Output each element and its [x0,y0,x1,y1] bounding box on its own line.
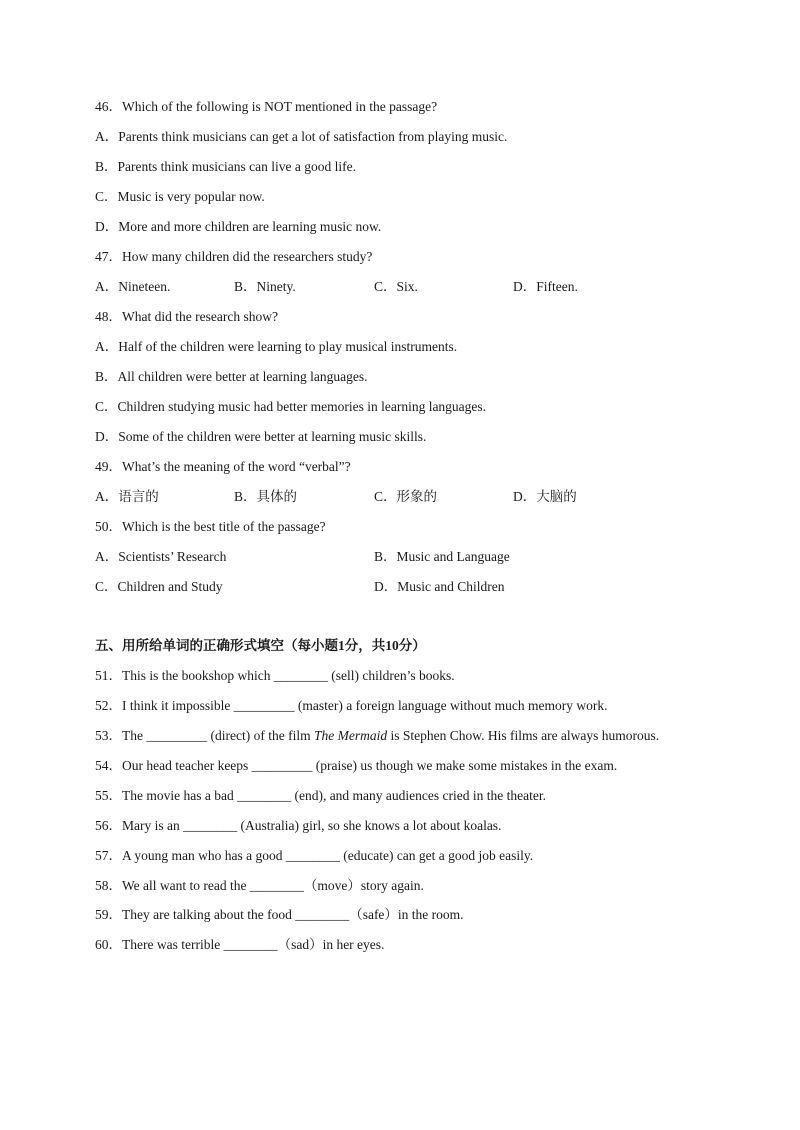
question-46-option-a: A．Parents think musicians can get a lot of satisfaction from playing music. [95,129,508,144]
question-49-option-a: A．语言的 [95,489,159,504]
question-47-option-b: B．Ninety. [234,279,296,294]
question-60: 60．There was terrible ________（sad）in her eyes. [95,937,385,952]
question-46-option-d: D．More and more children are learning music now. [95,219,382,234]
question-47-stem: 47．How many children did the researchers study? [95,249,373,264]
question-46-option-b: B．Parents think musicians can live a good life. [95,159,356,174]
question-56: 56．Mary is an ________ (Australia) girl, so she knows a lot about koalas. [95,818,502,833]
question-46-option-c: C．Music is very popular now. [95,189,265,204]
question-49-option-c: C．形象的 [374,489,438,504]
question-50-option-d: D．Music and Children [374,579,505,594]
question-47-option-c: C．Six. [374,279,418,294]
question-50-stem: 50．Which is the best title of the passage? [95,519,326,534]
question-55: 55．The movie has a bad ________ (end), and many audiences cried in the theater. [95,788,546,803]
question-49-option-b: B．具体的 [234,489,298,504]
question-49-option-d: D．大脑的 [513,489,577,504]
question-51: 51．This is the bookshop which ________ (sell) children’s books. [95,668,455,683]
question-48-option-b: B．All children were better at learning languages. [95,369,368,384]
question-48-option-a: A．Half of the children were learning to play musical instruments. [95,339,458,354]
film-title: The Mermaid [313,728,388,743]
question-53-suffix: is Stephen Chow. His films are always humorous. [387,728,660,743]
section-5-title: 五、用所给单词的正确形式填空（每小题1分，共10分） [95,638,426,653]
question-58: 58．We all want to read the ________（move）story again. [95,878,424,893]
question-49-stem: 49．What’s the meaning of the word “verbal”? [95,459,351,474]
question-52: 52．I think it impossible _________ (master) a foreign language without much memory work. [95,698,608,713]
question-59: 59．They are talking about the food ________（safe）in the room. [95,907,464,922]
question-50-option-b: B．Music and Language [374,549,510,564]
question-53 [95,727,659,745]
question-47-option-a: A．Nineteen. [95,279,171,294]
question-50-option-c: C．Children and Study [95,579,223,594]
question-48-option-d: D．Some of the children were better at learning music skills. [95,429,427,444]
question-48-option-c: C．Children studying music had better memories in learning languages. [95,399,487,414]
question-47-option-d: D．Fifteen. [513,279,578,294]
question-50-option-a: A．Scientists’ Research [95,549,227,564]
question-53-prefix: 53．The _________ (direct) of the film [95,728,314,743]
question-48-stem: 48．What did the research show? [95,309,278,324]
question-57: 57．A young man who has a good ________ (educate) can get a good job easily. [95,848,534,863]
question-54: 54．Our head teacher keeps _________ (praise) us though we make some mistakes in the exam. [95,758,618,773]
question-46-stem: 46．Which of the following is NOT mentioned in the passage? [95,99,438,114]
